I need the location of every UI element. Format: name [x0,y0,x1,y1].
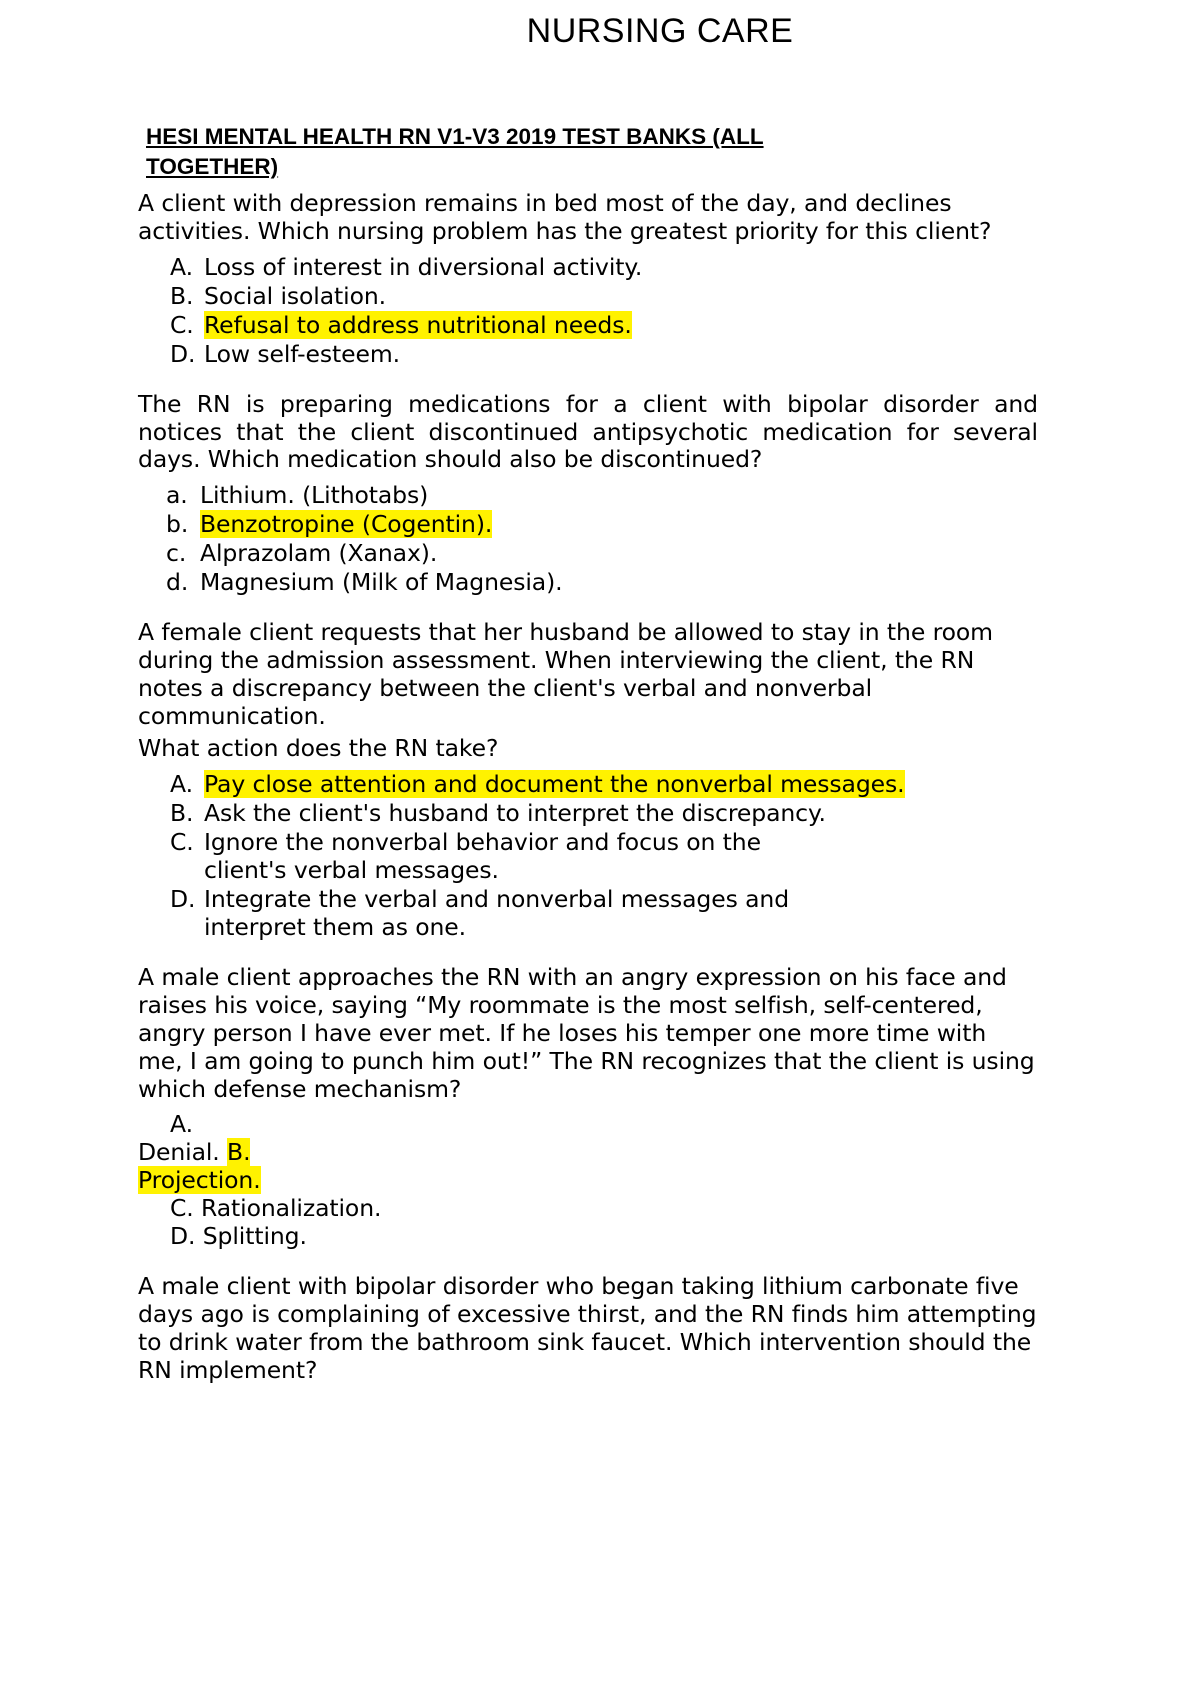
question-stem: A male client approaches the RN with an angry expression on his face and raises his voice, saying “My roommate is the most selfish, self-centered, angry person I have ever met. If he loses his temper one more time with me, I am going to punch him out!” The RN recognizes that the client is using which defense mechanism? [138,962,1035,1103]
list-item [138,829,1038,885]
option-text-highlighted: Projection. [138,1166,261,1195]
list-item [138,1167,1038,1195]
list-item: C. Rationalization. [170,1194,382,1223]
option-label: A. [170,1110,193,1139]
option-text: Social isolation. [204,281,387,310]
option-label: C. [170,827,194,856]
option-label: D. [170,339,196,368]
option-label: C. [170,310,194,339]
option-text-highlighted: Refusal to address nutritional needs. [204,310,632,339]
option-text: Loss of interest in diversional activity. [204,252,643,281]
page-title [138,122,1038,182]
option-text: Low self-esteem. [204,339,401,368]
list-item [138,511,1038,539]
option-label: D. [170,884,196,913]
option-list [138,482,1038,597]
question-stem: The RN is preparing medications for a client with bipolar disorder and notices that the client discontinued antipsychotic medication for several days. Which medication should also be discontinued? [138,389,1038,474]
page-title-line-1: HESI MENTAL HEALTH RN V1-V3 2019 TEST BANKS (ALL [146,124,764,149]
option-text: Integrate the verbal and nonverbal messages and [204,884,790,913]
option-text: Denial. [138,1138,228,1167]
option-label: d. [166,568,189,597]
list-item [138,312,1038,340]
question-stem: A male client with bipolar disorder who began taking lithium carbonate five days ago is complaining of excessive thirst, and the RN finds him attempting to drink water from the bathroom sink faucet. Which intervention should the RN implement? [138,1272,1037,1385]
list-item [138,1139,1038,1167]
list-item [138,886,1038,942]
page-title-line-2: TOGETHER) [146,153,279,179]
question-stem: A client with depression remains in bed most of the day, and declines activities. Which nursing problem has the greatest priority for this client? [138,188,992,245]
option-label: B. [170,798,194,827]
option-text-continued: client's verbal messages. [204,855,499,884]
option-text: Alprazolam (Xanax). [200,539,438,568]
option-label: a. [166,481,188,510]
option-label: b. [166,510,189,539]
option-text-continued: interpret them as one. [204,912,467,941]
option-label: c. [166,539,187,568]
list-item [138,569,1038,597]
list-item [138,540,1038,568]
option-label: A. [170,252,193,281]
option-label: B. [170,281,194,310]
option-label: A. [170,770,193,798]
option-list [138,254,1038,369]
list-item [138,254,1038,282]
option-text: Ask the client's husband to interpret the discrepancy. [204,798,826,827]
list-item [138,800,1038,828]
option-text: Lithium. (Lithotabs) [200,481,429,510]
option-text: Magnesium (Milk of Magnesia). [200,568,563,597]
option-list [138,771,1038,942]
page-header: NURSING CARE [526,12,794,50]
option-text-highlighted: Pay close attention and document the nonverbal messages. [204,770,905,798]
option-text-highlighted: Benzotropine (Cogentin). [200,510,493,539]
list-item [138,341,1038,369]
list-item: D. Splitting. [170,1222,307,1251]
list-item [138,771,1038,799]
option-list [138,1111,1038,1251]
option-text: Ignore the nonverbal behavior and focus on the [204,827,761,856]
document-body [138,122,1038,1393]
list-item [138,283,1038,311]
question-stem: A female client requests that her husband be allowed to stay in the room during the admission assessment. When interviewing the client, the RN notes a discrepancy between the client's verbal and nonverbal communication. [138,618,993,731]
question-stem-continued: What action does the RN take? [138,734,499,763]
list-item [138,482,1038,510]
option-label-highlighted: B. [227,1138,251,1167]
